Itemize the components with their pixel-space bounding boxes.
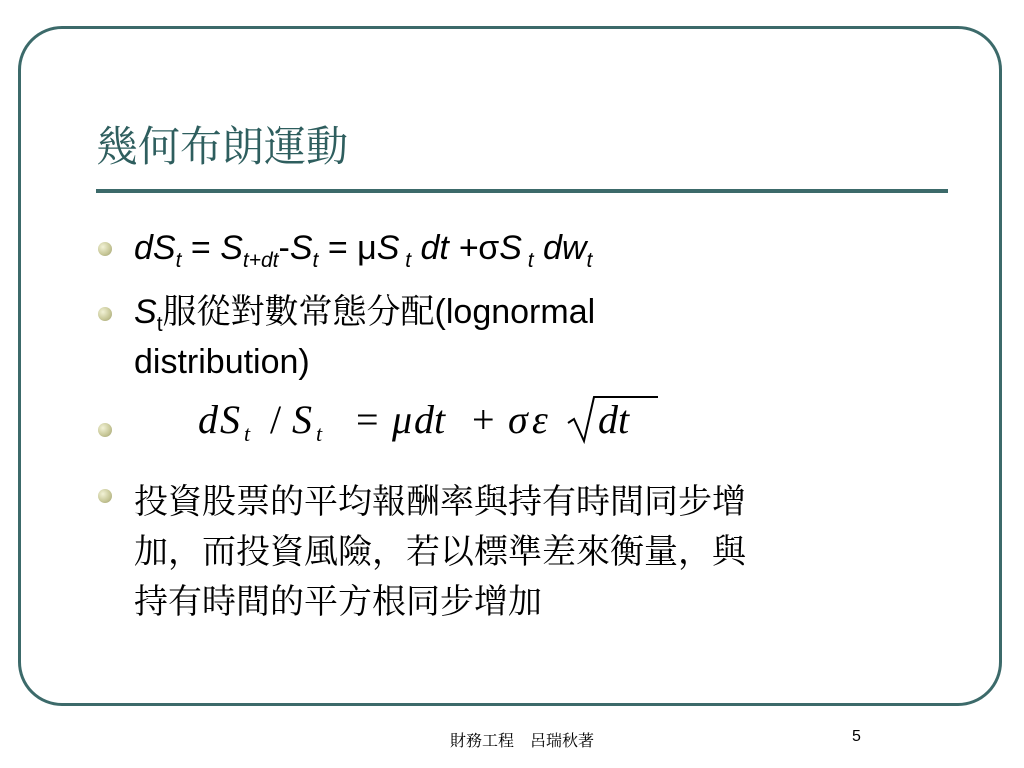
bullet-2-continuation: distribution) bbox=[134, 343, 310, 381]
formula-dt: dt bbox=[598, 397, 630, 442]
eq-equals: = bbox=[318, 229, 358, 267]
st-symbol: S bbox=[134, 293, 157, 331]
bullet-icon bbox=[98, 307, 112, 321]
bullet-2-text bbox=[134, 292, 596, 336]
eq-sub-t: t bbox=[312, 249, 319, 272]
eq-sigma: σ bbox=[478, 229, 500, 267]
bullet-icon bbox=[98, 242, 112, 256]
eq-equals: = bbox=[181, 229, 221, 267]
title-rule bbox=[96, 189, 948, 193]
formula-epsilon: ε bbox=[532, 397, 548, 442]
st-subscript: t bbox=[156, 313, 163, 336]
slide-title: 幾何布朗運動 bbox=[96, 122, 349, 171]
eq-dw: dw bbox=[533, 229, 587, 267]
formula-dt: dt bbox=[414, 397, 446, 442]
eq-S: S bbox=[499, 229, 522, 267]
eq-plus: + bbox=[448, 229, 479, 267]
formula-mu: μ bbox=[392, 397, 413, 442]
eq-sub-t: t bbox=[399, 249, 412, 272]
eq-S: S bbox=[152, 229, 176, 267]
eq-mu: μ bbox=[357, 229, 377, 267]
eq-sub-tdt: t+dt bbox=[242, 249, 279, 272]
lognormal-text: 服從對數常態分配 bbox=[162, 292, 435, 332]
eq-dt: dt bbox=[411, 229, 449, 267]
formula-sub-t: t bbox=[244, 421, 251, 445]
paragraph-line: 持有時間的平方根同步增加 bbox=[134, 582, 542, 622]
paragraph-line: 加，而投資風險，若以標準差來衡量，與 bbox=[134, 532, 746, 572]
formula-sub-t: t bbox=[316, 421, 323, 445]
page-number: 5 bbox=[852, 728, 861, 745]
formula-sigma: σ bbox=[508, 397, 528, 442]
gbm-formula bbox=[196, 393, 666, 445]
eq-sub-t: t bbox=[521, 249, 534, 272]
formula-S: S bbox=[220, 397, 240, 442]
eq-S: S bbox=[289, 229, 313, 267]
paragraph-line: 投資股票的平均報酬率與持有時間同步增 bbox=[134, 482, 746, 522]
formula-d: d bbox=[198, 397, 218, 442]
bullet-1-equation bbox=[134, 231, 592, 271]
formula-plus: + bbox=[472, 397, 495, 442]
bullet-icon bbox=[98, 489, 112, 503]
eq-S: S bbox=[220, 229, 243, 267]
eq-sub-t: t bbox=[175, 249, 182, 272]
eq-minus: - bbox=[278, 229, 290, 267]
footer-author: 財務工程 呂瑞秋著 bbox=[450, 731, 595, 750]
eq-sub-t: t bbox=[586, 249, 593, 272]
formula-S: S bbox=[292, 397, 312, 442]
lognormal-label: (lognormal bbox=[434, 293, 596, 331]
formula-slash: / bbox=[270, 397, 282, 442]
bullet-4-paragraph bbox=[134, 477, 934, 627]
eq-d: d bbox=[134, 229, 153, 267]
bullet-icon bbox=[98, 423, 112, 437]
formula-equals: = bbox=[356, 397, 379, 442]
eq-S: S bbox=[376, 229, 400, 267]
